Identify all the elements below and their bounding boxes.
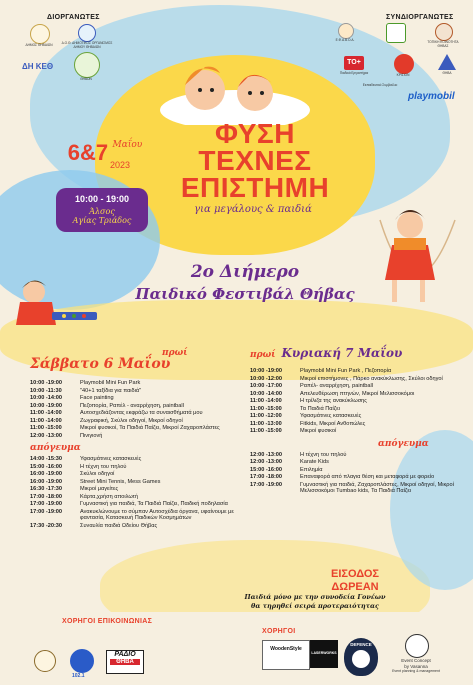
- schedule-time: 17:00 -19:00: [30, 501, 63, 507]
- co-organizer-logo-thiva-triangle: [438, 54, 456, 70]
- schedule-time: 11:00 -12:00: [250, 413, 282, 419]
- sponsor-laserworks: [310, 640, 338, 668]
- schedule-time: 16:00 -19:00: [30, 471, 63, 477]
- schedule-activity: Γυμναστική για παιδιά, Τα Παιδιά Παίζει, Παιδική ποδηλασία: [80, 501, 228, 507]
- organizer-name-diketh: ΔΗ ΚΕΘ: [22, 62, 54, 71]
- sponsor-defence-badge: [352, 650, 370, 668]
- event-location-1: Άλσος: [89, 207, 115, 216]
- schedule-row: [250, 398, 460, 405]
- event-concept-line-2: by Vasanna: [404, 663, 428, 669]
- sunday-column: [250, 346, 460, 496]
- schedule-time: 11:00 -14:00: [250, 398, 282, 404]
- sunday-afternoon-label: απόγευμα: [378, 438, 429, 449]
- schedule-row: [250, 428, 460, 435]
- organizer-name-dimos: ΔΗΜΟΣ ΘΗΒΑΙΩΝ: [25, 43, 53, 47]
- schedule-time: 11:00 -13:00: [250, 420, 282, 427]
- schedule-activity: Απελευθέρωση πτηνών, Μικροί Μελισσοκόμοι: [300, 390, 415, 397]
- organizer-name-doth: Δ.Ο.Θ. ΔΗΜΟΤΙΚΟΣ ΟΡΓΑΝΙΣΜΟΣ ΔΗΜΟΥ ΘΗΒΑΙΩΝ: [61, 41, 113, 49]
- schedule-time: 16:00 -19:00: [30, 478, 63, 485]
- schedule-row: [30, 523, 240, 530]
- schedule-time: 14:00 -15:30: [30, 456, 63, 462]
- schedule-activity: Street Mini Tennis, Mess Games: [80, 478, 161, 485]
- schedule-time: 11:00 -14:00: [30, 417, 62, 424]
- media-sponsor-freq: 102.1: [72, 673, 85, 679]
- organizer-logo-dimos: [30, 24, 50, 44]
- schedule-time: 12:00 -13:00: [250, 451, 283, 458]
- schedule-activity: Μικροί φυσικοί, Τα Παιδιά Παίζει, Μικροί Ζαχαροπλάστες: [80, 425, 220, 431]
- co-organizer-name-ergastiria: Παιδικά Εργαστήρια: [339, 71, 369, 75]
- schedule-row: [250, 368, 460, 375]
- co-organizer-name-topiki: ΤΟΠΙΚΗ ΚΟΙΝΟΤΗΤΑ ΘΗΒΑΣ: [427, 40, 459, 48]
- schedule-activity: "40+1 ταξίδια για παιδιά": [80, 387, 142, 394]
- sponsor-woodenstyle-name: WoodenStyle: [270, 646, 302, 652]
- sponsor-defence-name: DEFENCE: [350, 642, 372, 647]
- schedule-activity: Ζωγραφική, Σκύλοι οδηγοί, Μικροί οδηγοί: [80, 417, 183, 424]
- schedule-time: 17:00 -19:00: [30, 508, 63, 515]
- schedule-time: 10:00 -17:00: [250, 383, 283, 389]
- schedule-row: [30, 425, 240, 432]
- schedule-time: 10:00 -11:30: [30, 387, 62, 394]
- schedule-row: [250, 482, 460, 495]
- schedule-activity: Επαναφορά από πλαγια θέση και μεταφορά με φορείο: [300, 474, 435, 480]
- schedule-row: [250, 383, 460, 390]
- event-time: 10:00 - 19:00: [74, 194, 130, 204]
- schedule-activity: Playmobil Mini Fun Park: [80, 380, 141, 386]
- time-location-badge: [56, 188, 148, 232]
- schedule-activity: Επιλημία: [300, 466, 323, 473]
- schedule-activity: Η τέχνη του πηλού: [300, 451, 347, 458]
- schedule-activity: Μικροί μαγείτες: [80, 486, 119, 492]
- sun-kid-illustration: [160, 55, 310, 125]
- co-organizer-name-efavoa: Ε.Φ.Α.Β.Ο.Α.: [335, 38, 355, 42]
- schedule-time: 17:00 -19:00: [250, 481, 283, 488]
- co-organizer-name-ekpaideytiko: Εκπαιδευτικό Συμβούλιο: [362, 83, 398, 87]
- schedule-row: [30, 479, 240, 486]
- schedule-row: [30, 418, 240, 425]
- organizer-logo-thivon: [74, 52, 100, 78]
- schedule-row: [30, 410, 240, 417]
- schedule-row: [30, 380, 240, 387]
- schedule-row: [30, 501, 240, 508]
- sponsors-label: ΧΟΡΗΓΟΙ: [262, 628, 296, 635]
- saturday-morning-list: [30, 380, 240, 439]
- sunday-morning-list: [250, 368, 460, 435]
- event-date-year: 2023: [109, 160, 131, 170]
- schedule-row: [250, 421, 460, 428]
- sponsor-laserworks-name: LASERWORKS: [311, 651, 337, 655]
- schedule-activity: Τα Παιδιά Παίζει: [300, 405, 340, 412]
- saturday-column: [30, 348, 240, 530]
- co-organizer-name-krision: ΚΡΙΣΙΟΝ: [396, 73, 410, 77]
- schedule-row: [250, 452, 460, 459]
- organizer-logo-doth: [78, 24, 96, 42]
- schedule-time: 16:30 -17:30: [30, 486, 63, 492]
- sponsor-woodenstyle: [262, 640, 310, 670]
- schedule-row: [30, 471, 240, 478]
- schedule-activity: Μικροί φυσικοί: [300, 428, 337, 434]
- schedule-row: [250, 376, 460, 383]
- schedule-activity: Face painting: [80, 395, 114, 401]
- schedule-row: [30, 494, 240, 501]
- free-entry-banner: [305, 568, 405, 593]
- event-location-2: Αγίας Τριάδος: [72, 216, 132, 225]
- notice-parents: [225, 593, 405, 611]
- schedule-activity: Γυμναστική για παιδιά, Ζαχαροπλάστες, Μικροί οδηγοί, Μικροί Μελισσοκόμοι Tumbao kids, Τα Παιδιά Παίζει: [300, 481, 454, 494]
- event-date-days: 6&7: [67, 140, 109, 165]
- free-entry-line-2: ΔΩΡΕΑΝ: [331, 581, 379, 593]
- schedule-row: [250, 406, 460, 413]
- media-sponsor-radio: [106, 650, 144, 674]
- co-organizer-logo-krision: [394, 54, 414, 74]
- title-line-fysi: ΦΥΣΗ: [215, 118, 295, 149]
- schedule-time: 11:00 -15:00: [250, 405, 282, 412]
- schedule-time: 17:00 -18:00: [250, 474, 283, 480]
- schedule-activity: Karate Kids: [300, 459, 329, 465]
- schedule-row: [250, 467, 460, 474]
- saturday-afternoon-list: [30, 456, 240, 529]
- schedule-time: 15:00 -16:00: [250, 466, 283, 473]
- saturday-heading: Σάββατο 6 Μαΐου: [30, 356, 171, 372]
- schedule-activity: Υφασμάτινες κατασκευές: [300, 413, 362, 419]
- co-organizer-logo-efavoa: [338, 23, 354, 39]
- schedule-time: 10:00 -12:00: [250, 375, 283, 382]
- schedule-activity: Πεζοπορία, Ραπέλ - αναρρίχηση, paintball: [80, 402, 184, 409]
- schedule-row: [30, 433, 240, 440]
- saturday-morning-label: πρωί: [162, 348, 188, 358]
- schedule-activity: Υφασμάτινες κατασκευές: [80, 456, 142, 462]
- schedule-time: 11:00 -15:00: [250, 428, 282, 434]
- notice-line-2: θα τηρηθεί σειρά προτεραιότητας: [251, 602, 379, 610]
- playmobil-logo: playmobil: [408, 91, 455, 102]
- sponsor-defence: [344, 638, 378, 676]
- co-organizer-logo-topiki: [435, 23, 453, 41]
- schedule-row: [30, 388, 240, 395]
- schedule-row: [30, 464, 240, 471]
- sunday-afternoon-list: [250, 452, 460, 495]
- co-organizer-logo-toplus: TO+: [344, 56, 364, 70]
- sunday-morning-label: πρωί: [250, 350, 276, 360]
- schedule-activity: Συναυλία παιδιά Ωδείου Θήβας: [80, 522, 158, 529]
- schedule-time: 17:00 -18:00: [30, 493, 63, 500]
- co-organizer-name-thiva: ΘΗΒΑ: [442, 71, 452, 75]
- schedule-activity: Μικροί επιστήμονες , Πάρκο ανακύκλωσης, Σκύλοι οδηγοί: [300, 375, 443, 382]
- event-subtitle: για μεγάλους & παιδιά: [194, 204, 312, 215]
- festival-name: Παιδικό Φεστιβάλ Θήβας: [135, 285, 355, 303]
- event-concept-line-1: Event Concept: [401, 658, 431, 663]
- radio-city: ΘΗΒΑ: [110, 659, 140, 665]
- schedule-row: [250, 459, 460, 466]
- organizers-label: ΔΙΟΡΓΑΝΩΤΕΣ: [47, 14, 100, 21]
- schedule-time: 10:00 -14:00: [30, 395, 63, 401]
- schedule-row: [30, 509, 240, 522]
- festival-banner: [120, 262, 370, 303]
- schedule-time: 17:30 -20:30: [30, 522, 63, 529]
- free-entry-line-1: ΕΙΣΟΔΟΣ: [330, 568, 380, 580]
- schedule-time: 10:00 -19:00: [30, 402, 63, 409]
- event-date-month: Μαΐου: [112, 140, 143, 150]
- schedule-time: 15:00 -16:00: [30, 463, 63, 470]
- schedule-activity: Η τρίλιζα της ανακύκλωσης: [300, 398, 367, 404]
- girl-jump-rope-illustration: [370, 190, 465, 320]
- event-planning-line: Event planning & management: [392, 669, 440, 673]
- schedule-activity: Αυτοσχεδιάζοντας εκφράζω τα συναισθήματά μου: [80, 410, 203, 416]
- schedule-row: [30, 403, 240, 410]
- schedule-time: 10:00 -19:00: [30, 380, 63, 386]
- title-line-texnes: ΤΕΧΝΕΣ: [198, 145, 312, 176]
- schedule-activity: Πινιγιονή: [80, 432, 103, 439]
- schedule-time: 10:00 -14:00: [250, 390, 283, 397]
- schedule-activity: Η τέχνη του πηλού: [80, 463, 127, 470]
- schedule-row: [30, 456, 240, 463]
- schedule-time: 12:00 -13:00: [250, 459, 283, 465]
- schedule-activity: Playmobil Mini Fun Park , Πεζοπορία: [300, 368, 392, 374]
- schedule-activity: Fitkids, Μικροί Ανθοπώλες: [300, 420, 366, 427]
- boy-painting-illustration: [12, 270, 107, 340]
- co-organizers-label: ΣΥΝΔΙΟΡΓΑΝΩΤΕΣ: [386, 14, 454, 21]
- organizer-name-thivon: ΘΗΒΩΝ: [80, 77, 92, 81]
- event-concept-text: [392, 658, 440, 675]
- schedule-time: 10:00 -19:00: [250, 368, 283, 374]
- schedule-time: 12:00 -13:00: [30, 432, 63, 439]
- schedule-activity: Ανακυκλώνουμε το σύμπαν Αυτοσχέδια όργανα, υφαίνουμε με φαντασία, Κατασκευή Παιδικών Κοσμημάτων: [80, 508, 234, 521]
- schedule-row: [250, 413, 460, 420]
- schedule-row: [30, 486, 240, 493]
- co-organizer-logo-recycle: [386, 23, 406, 43]
- event-concept-logo: [405, 634, 429, 658]
- notice-line-1: Παιδιά μόνο με την συνοδεία Γονέων: [244, 593, 386, 601]
- schedule-activity: Σκύλοι οδηγοί: [80, 471, 115, 477]
- media-sponsors-label: ΧΟΡΗΓΟΙ ΕΠΙΚΟΙΝΩΝΙΑΣ: [62, 618, 153, 625]
- schedule-time: 11:00 -15:00: [30, 425, 62, 431]
- schedule-time: 11:00 -14:00: [30, 410, 62, 416]
- event-title: [160, 120, 350, 201]
- schedule-row: [250, 474, 460, 481]
- event-date: [50, 140, 160, 170]
- sunday-heading: Κυριακή 7 Μαΐου: [281, 346, 403, 360]
- radio-name: ΡΑΔΙΟ: [114, 651, 136, 658]
- festival-edition: 2ο Διήμερο: [190, 262, 300, 282]
- media-sponsor-logo-2: [70, 649, 94, 673]
- schedule-row: [250, 391, 460, 398]
- title-line-epistimi: ΕΠΙΣΤΗΜΗ: [180, 172, 330, 203]
- saturday-afternoon-label: απόγευμα: [30, 443, 81, 453]
- schedule-activity: Ραπέλ- αναρρίχηση, paintball: [300, 383, 373, 389]
- media-sponsor-logo-1: [34, 650, 56, 672]
- schedule-row: [30, 395, 240, 402]
- schedule-activity: Κάρτα,χρήση αποιλωτή: [80, 493, 138, 500]
